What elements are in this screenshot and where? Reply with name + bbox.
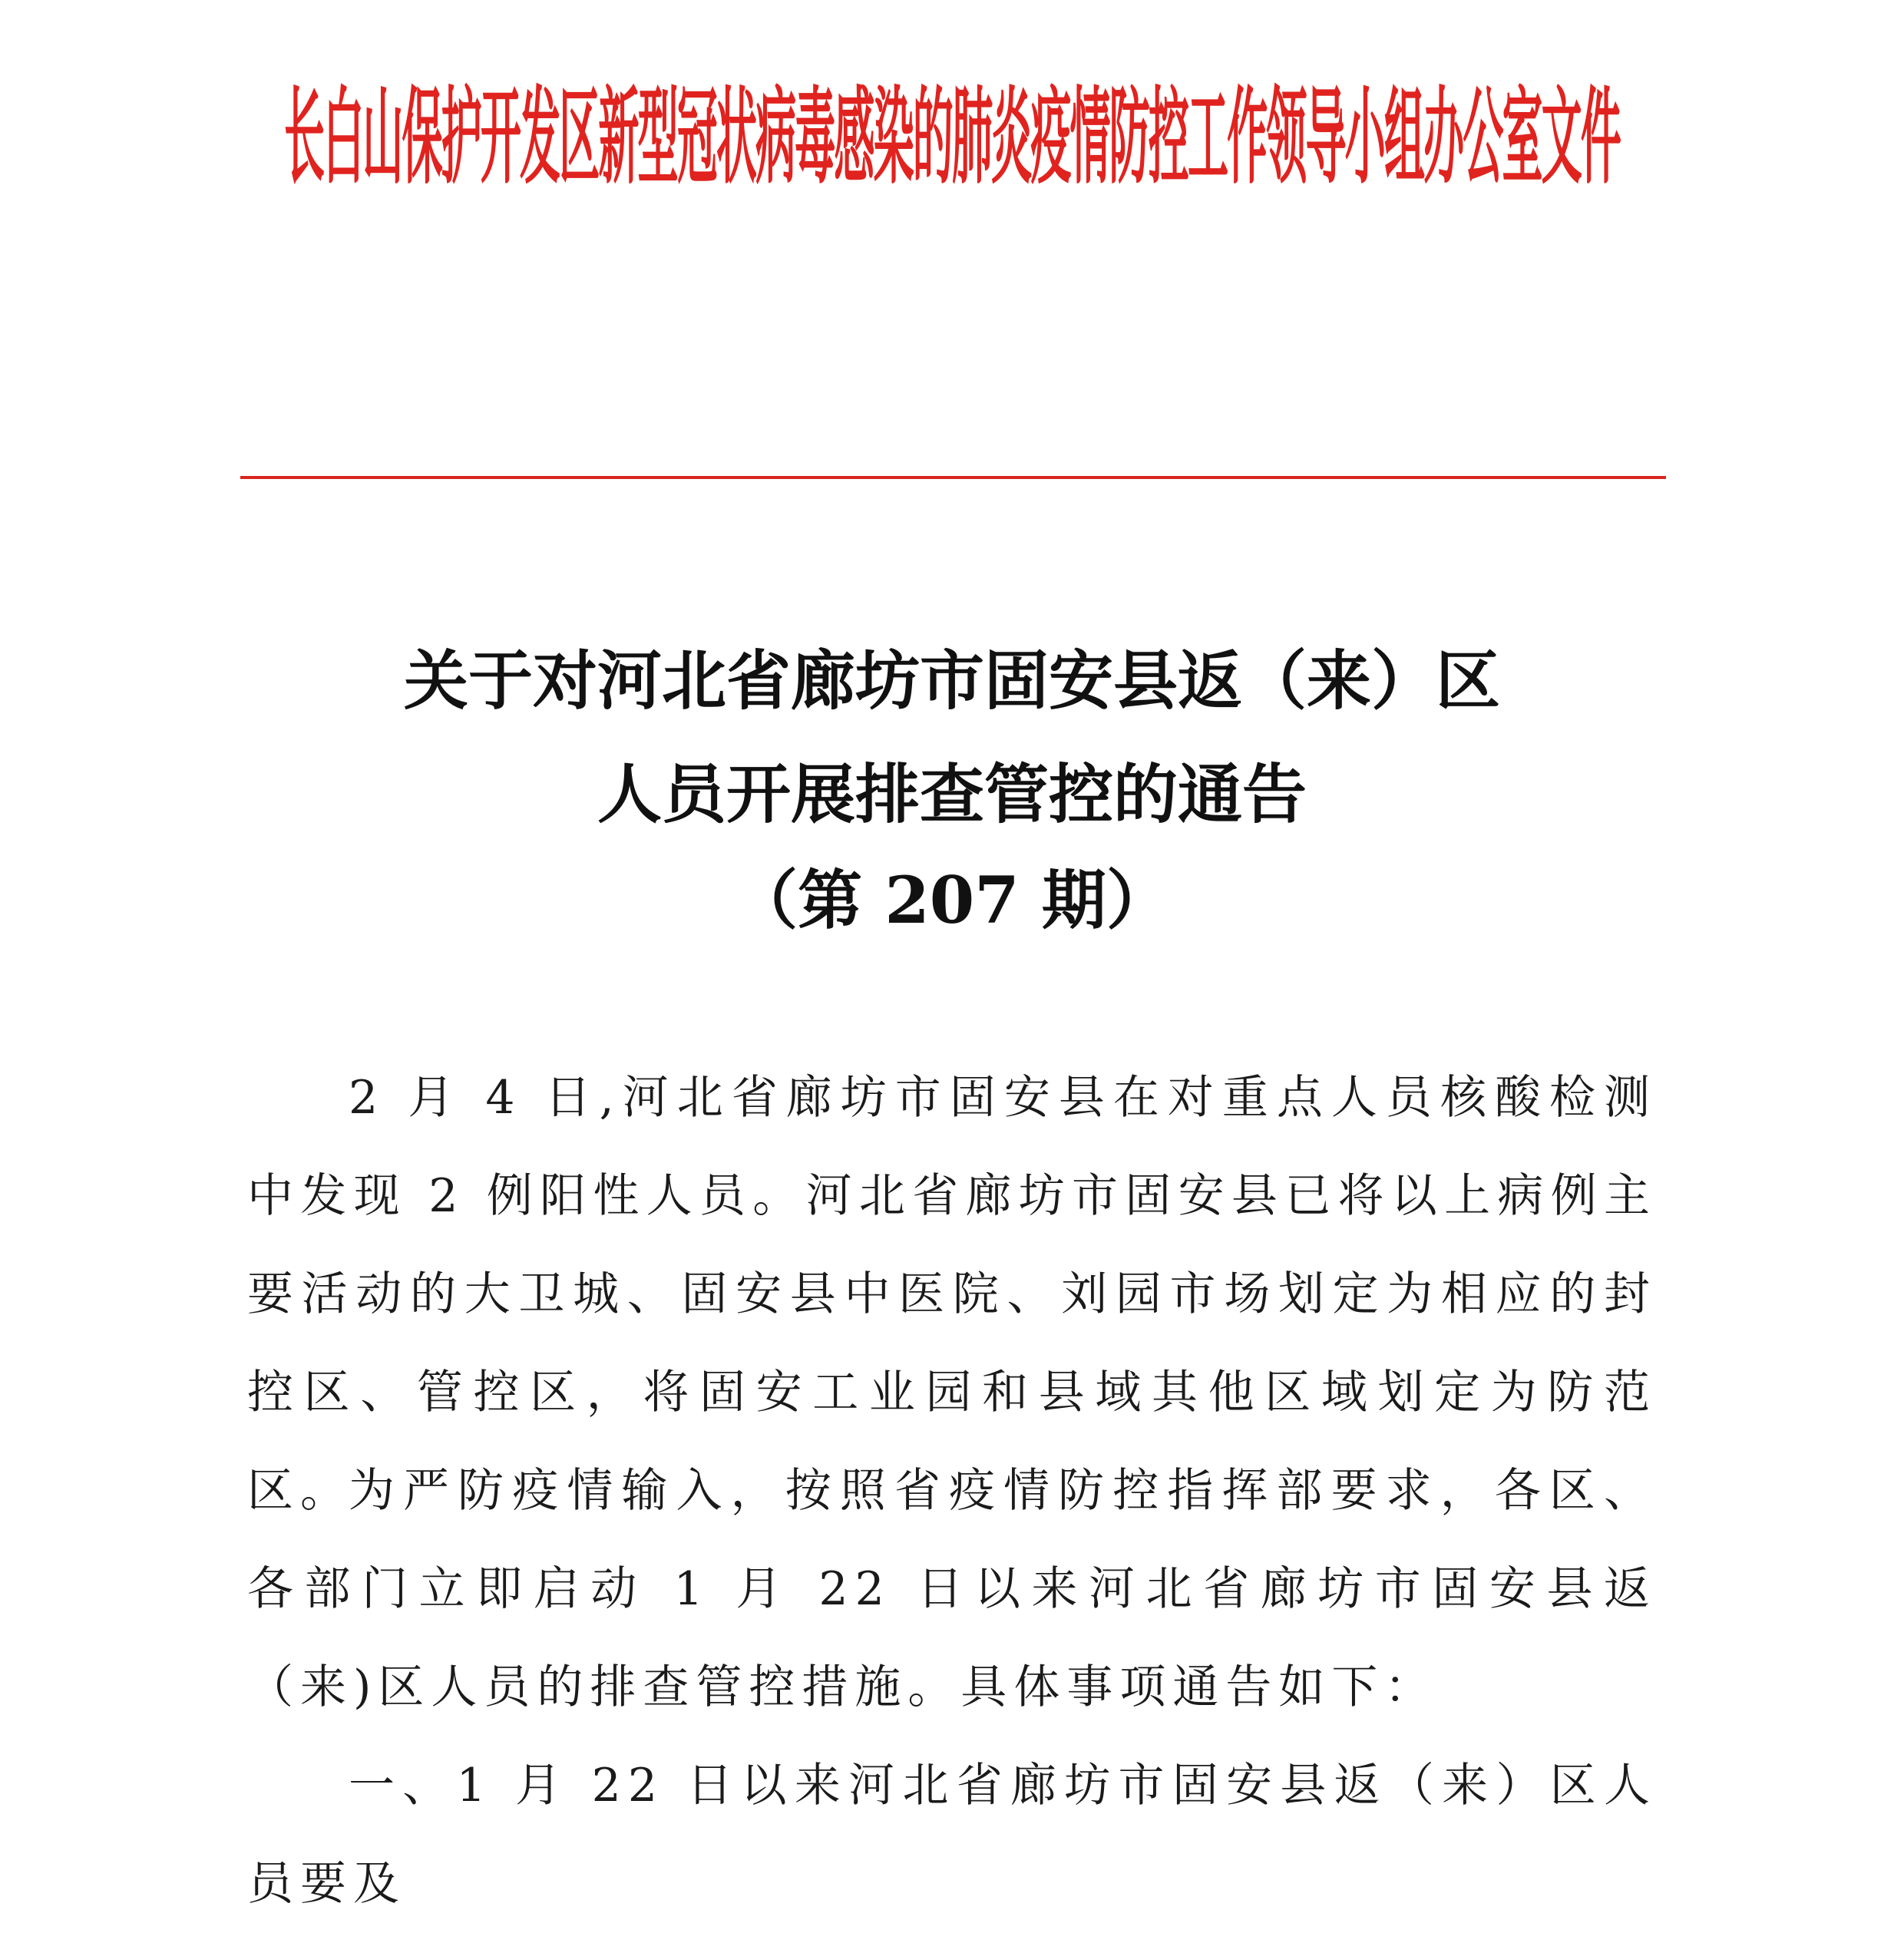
office-title: 长白山保护开发区新型冠状病毒感染的肺炎疫情防控工作领导小组办公室文件	[284, 74, 1620, 199]
paragraph-text: 为严防疫情输入，按照省疫情防控指挥部要求，各区、各部门立即启动 1 月 22 日以来河北省廊坊市固安县返（来)区人员的排查管控措施。具体事项通告如下：	[247, 1464, 1657, 1714]
red-header-banner	[0, 40, 1904, 216]
paragraph-text: 一、1 月 22 日以来河北省廊坊市固安县返（来）区人员要及	[247, 1759, 1657, 1911]
body-paragraph-3	[247, 1736, 1657, 1933]
notice-issue-number: （第 207 期）	[733, 862, 1171, 938]
notice-title-line-2: 人员开展排查管控的通告	[597, 756, 1307, 832]
body-paragraph-2	[247, 1442, 1657, 1736]
red-divider-line	[240, 476, 1666, 479]
paragraph-text: 2 月 4 日,河北省廊坊市固安县在对重点人员核酸检测中发现 2 例阳性人员。河北省廊坊市固安县已将以上病例主要活动的大卫城、固安县中医院、刘园市场划定为相应的封控区、管控区，将固安工业园和县域其他区域划定为防范区。	[247, 1071, 1657, 1518]
notice-title-line-1: 关于对河北省廊坊市固安县返（来）区	[403, 643, 1500, 719]
